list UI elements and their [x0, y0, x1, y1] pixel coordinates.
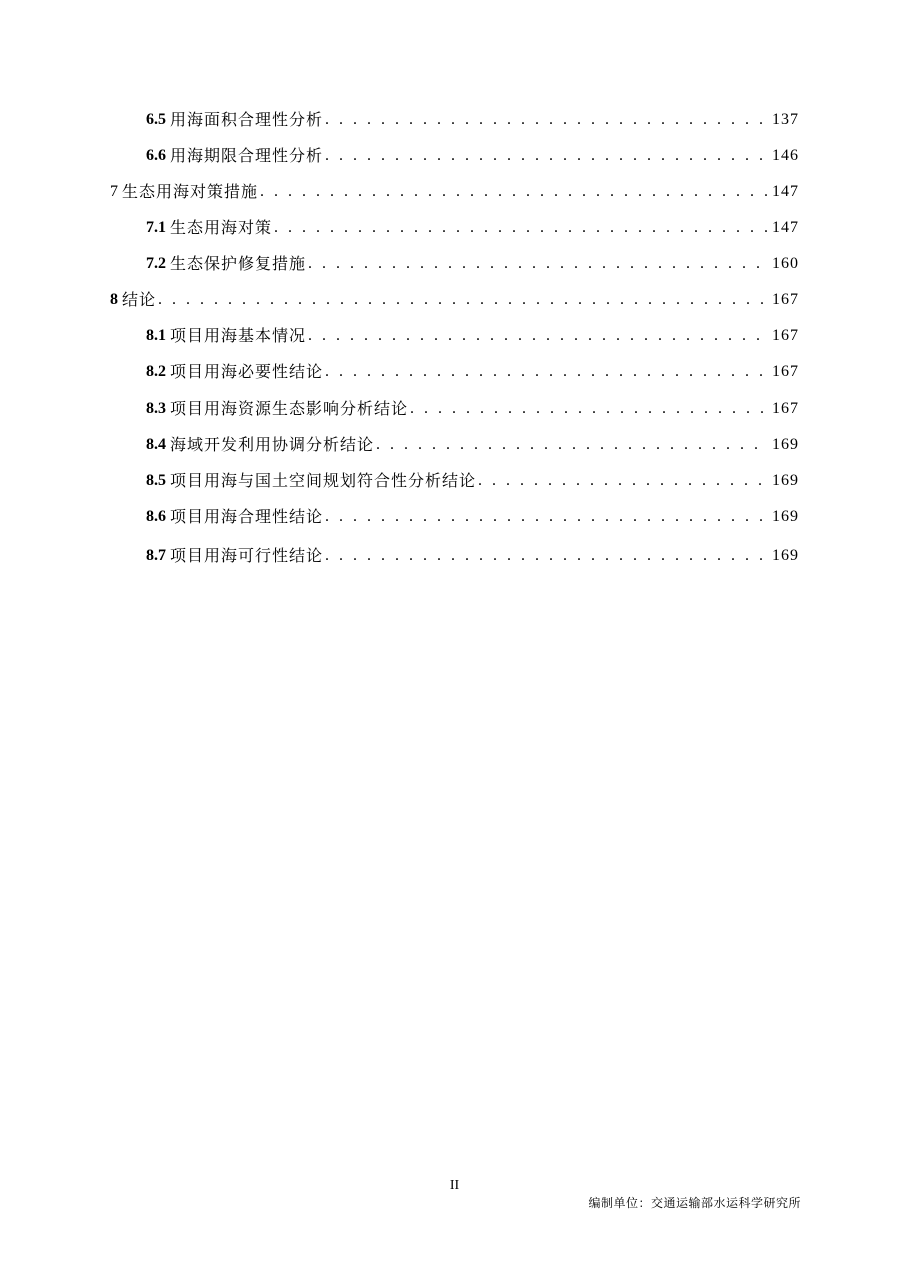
toc-dot-leader: [274, 218, 768, 238]
toc-entry[interactable]: [110, 178, 799, 202]
toc-entry-number: 8.4: [146, 436, 166, 453]
toc-entry-page: 167: [772, 327, 799, 344]
toc-dot-leader: [158, 290, 768, 310]
toc-entry-page: 146: [772, 147, 799, 164]
toc-entry[interactable]: [110, 286, 799, 310]
toc-dot-leader: [410, 399, 768, 419]
toc-entry-title: 生态用海对策: [170, 218, 273, 237]
toc-entry[interactable]: [146, 358, 799, 382]
toc-entry-number: 8.7: [146, 547, 166, 564]
toc-entry-number: 7: [110, 183, 118, 200]
toc-entry-page: 167: [772, 291, 799, 308]
toc-entry-page: 169: [772, 547, 799, 564]
toc-entry-title: 项目用海必要性结论: [170, 362, 324, 381]
toc-dot-leader: [478, 471, 768, 491]
toc-entry-page: 167: [772, 400, 799, 417]
toc-entry[interactable]: [146, 503, 799, 527]
toc-entry[interactable]: [146, 322, 799, 346]
toc-entry-number: 8.5: [146, 472, 166, 489]
toc-entry[interactable]: [146, 431, 799, 455]
toc-entry-title: 项目用海合理性结论: [170, 507, 324, 526]
toc-entry-title: 海域开发利用协调分析结论: [170, 435, 375, 454]
toc-entry-title: 项目用海可行性结论: [170, 546, 324, 565]
toc-dot-leader: [260, 182, 768, 202]
toc-entry-title: 结论: [122, 290, 157, 309]
toc-entry-number: 7.1: [146, 219, 166, 236]
toc-entry-page: 147: [772, 183, 799, 200]
toc-entry-title: 项目用海与国土空间规划符合性分析结论: [170, 471, 477, 490]
toc-entry[interactable]: [146, 395, 799, 419]
toc-entry-page: 169: [772, 436, 799, 453]
toc-entry-page: 169: [772, 508, 799, 525]
toc-entry-number: 8.1: [146, 327, 166, 344]
toc-dot-leader: [325, 362, 768, 382]
toc-entry-number: 8.6: [146, 508, 166, 525]
toc-entry-title: 生态用海对策措施: [122, 182, 259, 201]
toc-entry-number: 8: [110, 291, 118, 308]
toc-dot-leader: [376, 435, 768, 455]
toc-entry-page: 147: [772, 219, 799, 236]
toc-dot-leader: [308, 254, 768, 274]
toc-entry[interactable]: [146, 467, 799, 491]
toc-entry-number: 8.2: [146, 363, 166, 380]
toc-entry[interactable]: [146, 542, 799, 566]
toc-entry-title: 用海面积合理性分析: [170, 110, 324, 129]
footer-organization: 编制单位：交通运输部水运科学研究所: [588, 1196, 801, 1210]
toc-entry-title: 项目用海基本情况: [170, 326, 307, 345]
page-number: II: [449, 1178, 460, 1193]
toc-entry-title: 生态保护修复措施: [170, 254, 307, 273]
toc-entry-title: 用海期限合理性分析: [170, 146, 324, 165]
toc-entry-number: 6.5: [146, 111, 166, 128]
toc-entry-title: 项目用海资源生态影响分析结论: [170, 399, 409, 418]
toc-dot-leader: [325, 146, 768, 166]
toc-entry-page: 160: [772, 255, 799, 272]
toc-dot-leader: [308, 326, 768, 346]
toc-entry-number: 7.2: [146, 255, 166, 272]
toc-entry[interactable]: [146, 106, 799, 130]
toc-entry-page: 169: [772, 472, 799, 489]
toc-dot-leader: [325, 546, 768, 566]
toc-entry[interactable]: [146, 214, 799, 238]
toc-entry[interactable]: [146, 250, 799, 274]
toc-entry-page: 167: [772, 363, 799, 380]
toc-entry[interactable]: [146, 142, 799, 166]
toc-entry-page: 137: [772, 111, 799, 128]
toc-entry-number: 6.6: [146, 147, 166, 164]
toc-dot-leader: [325, 507, 768, 527]
toc-dot-leader: [325, 110, 768, 130]
toc-entry-number: 8.3: [146, 400, 166, 417]
